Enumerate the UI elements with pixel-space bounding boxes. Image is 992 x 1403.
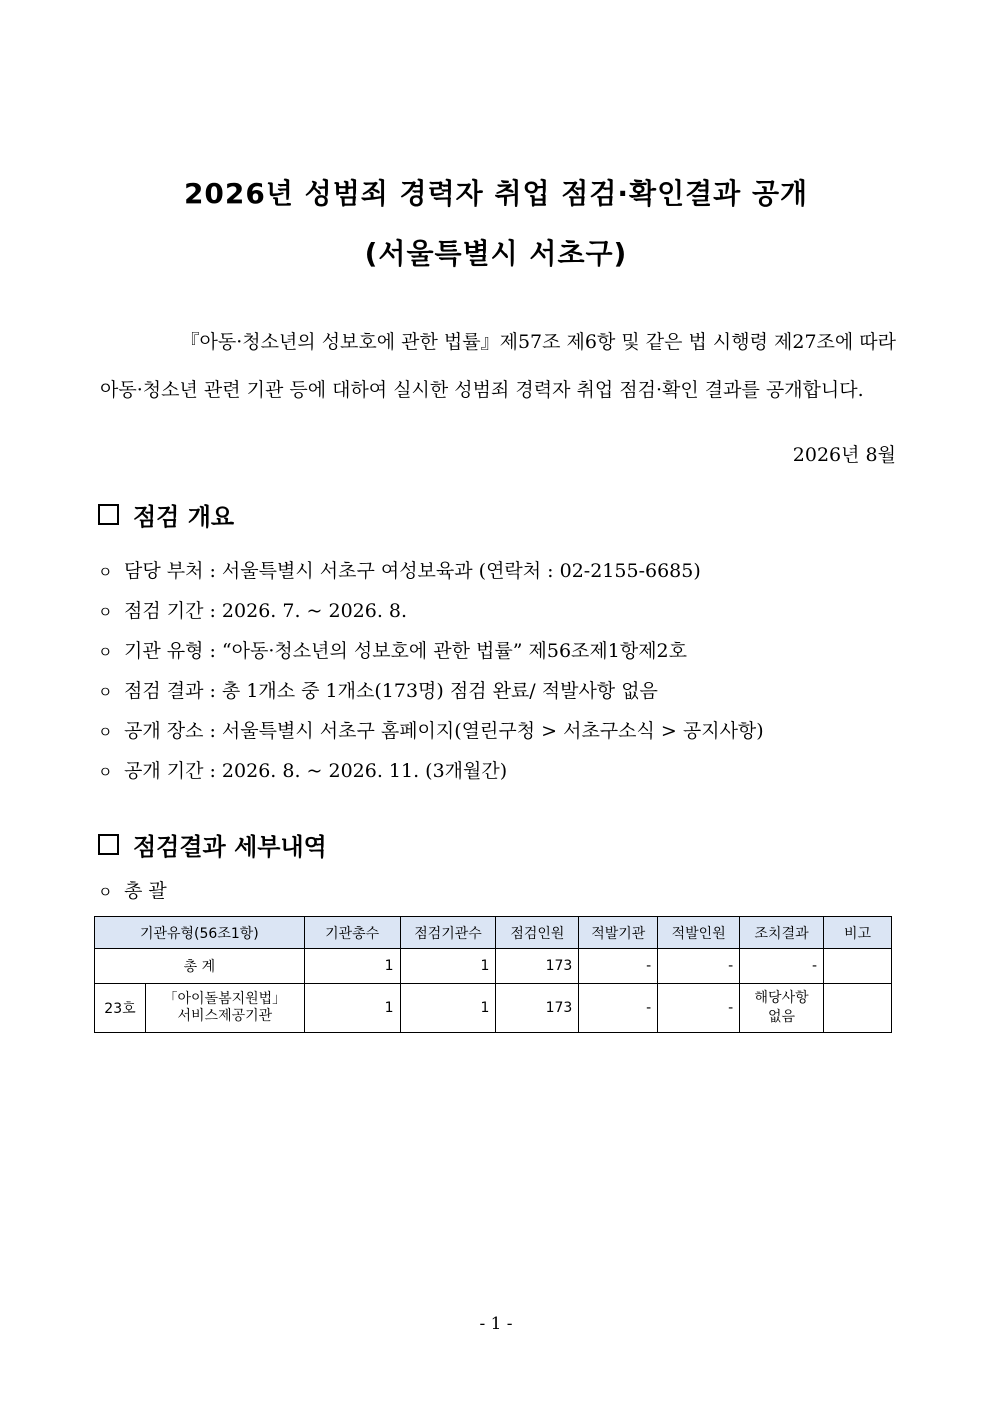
overview-item-text: 점검 기간 : 2026. 7. ~ 2026. 8. bbox=[124, 600, 408, 622]
action-line-2: 없음 bbox=[768, 1009, 796, 1025]
section-overview-heading bbox=[96, 497, 234, 532]
section-details-title: 점검결과 세부내역 bbox=[133, 833, 327, 861]
results-table bbox=[94, 916, 892, 1033]
org-type-line-2: 서비스제공기관 bbox=[177, 1008, 273, 1024]
bullet-icon: ㅇ bbox=[98, 723, 113, 741]
header-cell: 적발인원 bbox=[658, 917, 740, 949]
table-row-total bbox=[95, 949, 892, 984]
publish-date: 2026년 8월 bbox=[792, 444, 896, 466]
overview-item-text: 담당 부처 : 서울특별시 서초구 여성보육과 (연락처 : 02-2155-6685) bbox=[124, 560, 701, 582]
code-cell: 23호 bbox=[95, 984, 146, 1033]
intro-line-2: 아동·청소년 관련 기관 등에 대하여 실시한 성범죄 경력자 취업 점검·확인 결과를 공개합니다. bbox=[100, 379, 864, 401]
overview-item bbox=[98, 716, 764, 743]
details-sub-label: 총 괄 bbox=[124, 880, 167, 902]
bullet-icon: ㅇ bbox=[98, 763, 113, 781]
header-cell: 점검기관수 bbox=[400, 917, 496, 949]
section-details-heading bbox=[96, 827, 327, 862]
page-subtitle: (서울특별시 서초구) bbox=[364, 237, 628, 270]
note-cell bbox=[824, 984, 892, 1033]
persons-cell: 173 bbox=[496, 984, 579, 1033]
header-cell: 적발기관 bbox=[579, 917, 658, 949]
checkbox-square-icon bbox=[98, 504, 119, 525]
header-cell: 조치결과 bbox=[740, 917, 824, 949]
action-cell bbox=[740, 984, 824, 1033]
overview-item-text: 기관 유형 : “아동·청소년의 성보호에 관한 법률” 제56조제1항제2호 bbox=[124, 640, 687, 662]
bullet-icon: ㅇ bbox=[98, 643, 113, 661]
violating-orgs-cell: - bbox=[579, 984, 658, 1033]
inspected-cell: 1 bbox=[400, 984, 496, 1033]
header-cell: 기관유형(56조1항) bbox=[95, 917, 305, 949]
overview-item bbox=[98, 556, 701, 583]
total-inspected-cell: 1 bbox=[400, 949, 496, 984]
org-count-cell: 1 bbox=[304, 984, 400, 1033]
table-header-row bbox=[95, 917, 892, 949]
checkbox-square-icon bbox=[98, 834, 119, 855]
header-cell: 기관총수 bbox=[304, 917, 400, 949]
bullet-icon: ㅇ bbox=[98, 563, 113, 581]
bullet-icon: ㅇ bbox=[98, 683, 113, 701]
violating-persons-cell: - bbox=[658, 984, 740, 1033]
total-note-cell bbox=[824, 949, 892, 984]
section-overview-title: 점검 개요 bbox=[133, 503, 235, 531]
total-violating-orgs-cell: - bbox=[579, 949, 658, 984]
header-cell: 비고 bbox=[824, 917, 892, 949]
total-label-cell: 총 계 bbox=[95, 949, 305, 984]
header-cell: 점검인원 bbox=[496, 917, 579, 949]
overview-item bbox=[98, 636, 687, 663]
total-count-cell: 1 bbox=[304, 949, 400, 984]
overview-item bbox=[98, 756, 507, 783]
intro-line-1: 『아동·청소년의 성보호에 관한 법률』제57조 제6항 및 같은 법 시행령 제27조에 따라 bbox=[180, 331, 896, 353]
bullet-icon: ㅇ bbox=[98, 883, 113, 901]
bullet-icon: ㅇ bbox=[98, 603, 113, 621]
overview-item-text: 공개 기간 : 2026. 8. ~ 2026. 11. (3개월간) bbox=[124, 760, 508, 782]
org-type-line-1: 「아이돌봄지원법」 bbox=[163, 991, 287, 1007]
page-number: - 1 - bbox=[479, 1314, 513, 1334]
overview-item bbox=[98, 676, 658, 703]
action-line-1: 해당사항 bbox=[754, 990, 809, 1006]
total-action-cell: - bbox=[740, 949, 824, 984]
page-title: 2026년 성범죄 경력자 취업 점검·확인결과 공개 bbox=[183, 177, 809, 210]
overview-item-text: 점검 결과 : 총 1개소 중 1개소(173명) 점검 완료/ 적발사항 없음 bbox=[124, 680, 658, 702]
total-violating-persons-cell: - bbox=[658, 949, 740, 984]
details-sub-item bbox=[98, 876, 167, 903]
overview-item-text: 공개 장소 : 서울특별시 서초구 홈페이지(열린구청 > 서초구소식 > 공지사항) bbox=[124, 720, 764, 742]
table-row bbox=[95, 984, 892, 1033]
total-persons-cell: 173 bbox=[496, 949, 579, 984]
overview-item bbox=[98, 596, 407, 623]
org-type-cell bbox=[145, 984, 304, 1033]
